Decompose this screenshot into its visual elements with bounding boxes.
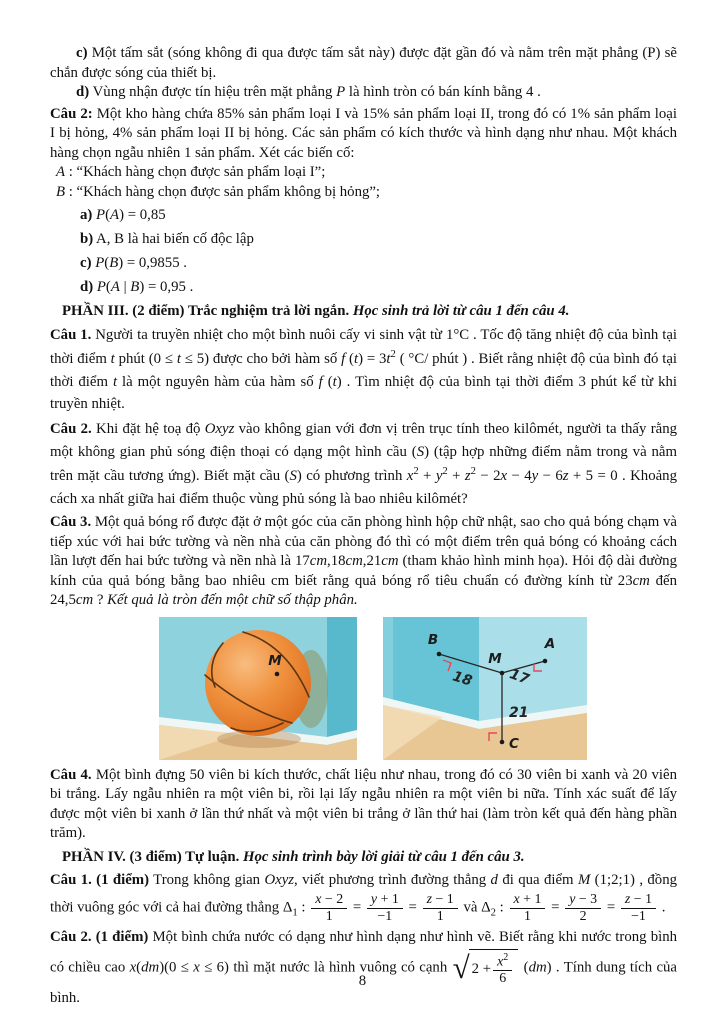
text-run: a): [80, 207, 93, 224]
text-run: Khi đặt hệ toạ độ: [91, 421, 205, 438]
label-m: M: [268, 652, 282, 669]
text-run: 1: [523, 908, 531, 924]
text-run: c): [80, 255, 92, 272]
text-run: − 3: [575, 892, 598, 908]
fraction: [311, 892, 347, 924]
text-run: A: [56, 164, 66, 181]
text-run: 2 +: [471, 961, 492, 978]
text-run: t: [332, 373, 337, 390]
text-run: :: [297, 899, 310, 916]
text-run: đi qua điểm: [497, 872, 578, 889]
option-a: [50, 205, 677, 226]
script-text: 2: [442, 466, 448, 478]
option-c: [50, 253, 677, 274]
text-run: z: [562, 468, 569, 485]
text-run: − 4: [507, 468, 532, 485]
text-run: : “Khách hàng chọn được sản phẩm loại I”;: [65, 164, 326, 181]
text-run: d): [76, 84, 90, 101]
label-m: M: [488, 650, 502, 667]
text-run: − 2: [321, 892, 344, 908]
label-c: C: [509, 735, 519, 752]
text-run: )(0 ≤: [159, 959, 194, 976]
point-b-dot: [437, 651, 442, 656]
text-run: +: [418, 468, 436, 485]
text-run: Học sinh trả lời từ câu 1 đến câu 4.: [352, 303, 570, 320]
text-run: B: [109, 255, 119, 272]
text-run: PHẦN III. (2 điểm) Trắc nghiệm trả lời ngắn.: [62, 303, 353, 320]
text-run: dm: [528, 959, 547, 976]
text-run: ) = 0,85: [119, 207, 166, 224]
item-c: [50, 44, 677, 83]
question-1-part3: [50, 324, 677, 417]
text-run: được cho bởi hàm số: [209, 350, 342, 367]
text-run: S: [416, 444, 425, 461]
text-run: f: [341, 350, 346, 367]
question-2-part4: [50, 926, 677, 1010]
text-run: f: [318, 373, 323, 390]
fraction: [565, 892, 601, 924]
text-run: phút: [114, 350, 149, 367]
text-run: (0 ≤: [148, 350, 177, 367]
text-run: t: [110, 350, 115, 367]
figure-basketball: [159, 617, 357, 760]
part-iv-heading: [50, 848, 677, 868]
text-run: Câu 2:: [50, 105, 93, 122]
text-run: Oxyz: [264, 872, 295, 889]
text-run: cm: [345, 553, 363, 570]
text-run: Người ta truyền nhiệt cho một bình nuôi cấy vi sinh vật từ 1°C . Tốc độ tăng nhiệt độ của bình tại thời điểm: [50, 326, 677, 367]
text-run: (: [104, 255, 110, 272]
text-run: Một quả bóng rổ được đặt ở một góc của căn phòng hình hộp chữ nhật, sao cho quả bóng chạm và tiếp xúc với hai bức tường và nền nhà của căn phòng đó thì có một điểm trên quả bóng có khoảng cách lần lượt đến hai bức tường và nền nhà là 17: [50, 514, 677, 570]
text-run: y: [435, 468, 443, 485]
text-run: d: [490, 872, 498, 889]
text-run: đến 24,5: [50, 572, 677, 609]
text-run: + 1: [377, 892, 399, 908]
label-b: B: [427, 631, 439, 648]
fraction: [510, 892, 546, 924]
text-run: Một bình đựng 50 viên bi kích thước, chất liệu như nhau, trong đó có 30 viên bi xanh và 20 viên bi trắng. Lấy ngẫu nhiên ra một viên bi, rồi lại lấy ngẫu nhiên ra một viên bi nữa. Tính xác suất để lấy được một viên bi xanh ở lần thứ nhất và một viên bi trắng ở lần thứ hai (làm tròn kết quả đến hàng phần trăm).: [50, 766, 677, 842]
text-run: B: [56, 183, 66, 200]
text-run: .: [658, 899, 666, 916]
text-run: ) (tập hợp những điểm nằm trong và nằm trên mặt cầu tương ứng). Biết mặt cầu (: [50, 444, 678, 485]
text-run: Một tấm sắt (sóng không đi qua được tấm sắt này) được đặt gần đó và nằm trên mặt phẳng (P) sẽ chắn được sóng của thiết bị.: [50, 45, 677, 81]
length-mc: 21: [509, 704, 529, 721]
option-b: [50, 229, 677, 250]
text-run: Một bình chứa nước có dạng như hình dạng như hình vẽ. Biết rằng khi nước trong bình có chiều cao: [50, 929, 677, 976]
text-run: M: [577, 872, 591, 889]
text-run: (: [136, 959, 142, 976]
text-run: S: [289, 468, 297, 485]
text-run: ,21: [362, 553, 382, 570]
text-run: + 5 = 0 . Khoảng cách xa nhất giữa hai điểm thuộc vùng phủ sóng là bao nhiêu kilômét?: [50, 468, 677, 508]
text-run: ) . Tìm nhiệt độ của bình tại thời điểm 3 phút kể từ khi truyền nhiệt.: [50, 373, 677, 413]
text-run: d): [80, 279, 94, 296]
text-run: x: [315, 892, 322, 908]
square-root: √ 2 + $\frac{x^2}{6}$: [453, 949, 519, 987]
text-run: Oxyz: [204, 421, 235, 438]
text-run: z: [426, 892, 433, 908]
point-c-dot: [500, 739, 505, 744]
text-run: Câu 4.: [50, 766, 92, 783]
text-run: +: [447, 468, 465, 485]
script-text: 2: [390, 348, 396, 360]
text-run: Trong không gian: [149, 872, 265, 889]
text-run: P: [96, 279, 106, 296]
item-d: [50, 83, 677, 103]
text-run: cm: [381, 553, 399, 570]
text-run: t: [176, 350, 181, 367]
point-m-dot: [275, 671, 280, 676]
script-text: 2: [413, 466, 419, 478]
figure-row: [159, 617, 677, 760]
text-run: cm: [75, 592, 94, 609]
figure-diagram: [383, 617, 587, 760]
text-run: ) = 0,9855 .: [118, 255, 187, 272]
length-mb: 18: [450, 668, 474, 690]
option-d: [50, 277, 677, 298]
text-run: B: [130, 279, 140, 296]
text-run: cm: [632, 572, 650, 589]
text-run: y: [569, 892, 576, 908]
text-run: 1: [325, 908, 333, 924]
text-run: ) có phương trình: [296, 468, 407, 485]
text-run: x: [193, 959, 200, 976]
text-run: x: [129, 959, 137, 976]
text-run: (: [105, 207, 111, 224]
text-run: y: [370, 892, 378, 908]
event-b: [50, 183, 677, 203]
text-run: 2: [579, 908, 587, 924]
text-run: t: [353, 350, 359, 367]
text-run: Câu 1.: [50, 326, 92, 343]
text-run: dm: [141, 959, 160, 976]
fraction: [621, 892, 656, 924]
text-run: 1: [436, 908, 444, 924]
text-run: (: [345, 350, 354, 367]
text-section-top: [50, 44, 677, 611]
text-run: ) = 3: [358, 350, 387, 367]
text-run: A: [110, 207, 120, 224]
text-run: ) = 0,95 .: [139, 279, 194, 296]
page-number: 8: [358, 973, 367, 989]
part-iii-heading: [50, 302, 677, 322]
question-2-part2: [50, 105, 677, 164]
text-run: −1: [631, 908, 646, 924]
text-run: Câu 2. (1 điểm): [50, 929, 149, 946]
text-run: : “Khách hàng chọn được sản phẩm không bị hỏng”;: [65, 183, 381, 200]
text-run: là một nguyên hàm của hàm số: [117, 373, 319, 390]
question-1-part4: [50, 869, 677, 924]
text-run: ≤ 6) thì mặt nước là hình vuông có cạnh: [199, 959, 452, 976]
text-run: ) . Tính dung tích của bình.: [50, 959, 677, 1007]
length-ma: 17: [507, 665, 532, 688]
text-run: ?: [93, 592, 108, 609]
text-run: − 1: [630, 892, 653, 908]
text-run: t: [386, 350, 391, 367]
text-run: PHẦN IV. (3 điểm) Tự luận.: [62, 848, 243, 865]
point-m-dot: [500, 670, 505, 675]
text-run: z: [464, 468, 471, 485]
text-run: − 2: [475, 468, 501, 485]
text-run: Học sinh trình bày lời giải từ câu 1 đến câu 3.: [243, 848, 525, 865]
text-run: là hình tròn có bán kính bằng 4 .: [345, 84, 541, 101]
text-run: =: [404, 899, 421, 916]
label-a: A: [544, 635, 556, 652]
text-run: :: [495, 899, 508, 916]
question-4-part3: [50, 766, 677, 844]
text-run: y: [531, 468, 539, 485]
text-run: b): [80, 231, 94, 248]
text-run: Câu 3.: [50, 514, 92, 530]
text-run: t: [112, 373, 118, 390]
text-run: x: [513, 892, 520, 908]
text-run: ( °C/ phút ) . Biết rằng nhiệt độ của bình đó tại thời điểm: [50, 350, 678, 390]
text-run: Câu 1. (1 điểm): [50, 872, 150, 889]
text-run: ≤ 5): [180, 350, 210, 367]
text-run: P: [336, 84, 346, 101]
text-run: (tham khảo hình minh họa). Hỏi độ dài đường kính của quả bóng bằng bao nhiêu cm biết rằng quả bóng rổ tiêu chuẩn có đường kính từ 23: [50, 553, 677, 589]
text-run: =: [349, 899, 365, 916]
event-a: [50, 163, 677, 183]
text-run: A, B là hai biến cố độc lập: [93, 231, 254, 248]
text-run: =: [603, 899, 619, 916]
text-run: c): [76, 45, 88, 61]
text-run: (: [519, 959, 529, 976]
script-text: 2: [470, 466, 476, 478]
text-run: A: [110, 279, 120, 296]
fraction: [423, 892, 458, 924]
text-run: x: [497, 954, 504, 970]
text-run: + 1: [519, 892, 542, 908]
text-run: − 1: [432, 892, 454, 908]
text-run: − 6: [538, 468, 563, 485]
text-run: , viết phương trình đường thẳng: [294, 872, 491, 889]
point-a-dot: [543, 658, 548, 663]
text-run: Câu 2.: [50, 421, 92, 438]
script-text: 2: [490, 907, 496, 919]
text-run: |: [119, 279, 131, 296]
text-run: cm: [309, 553, 328, 570]
text-run: và Δ: [459, 899, 491, 916]
text-run: P: [95, 255, 105, 272]
text-run: x: [406, 468, 414, 485]
text-run: −1: [377, 908, 393, 924]
text-run: 6: [499, 971, 507, 987]
text-run: (: [105, 279, 111, 296]
text-run: Vùng nhận được tín hiệu trên mặt phẳng: [89, 84, 337, 101]
text-run: Một kho hàng chứa 85% sản phẩm loại I và 15% sản phẩm loại II, trong đó có 1% sản phẩm loại I bị hỏng, 4% sản phẩm loại II bị hỏng. Các sản phẩm có kích thước và hình dạng như nhau. Một khách hàng chọn ngẫu nhiên 1 sản phẩm. Xét các biến cố:: [50, 105, 677, 161]
question-2-part3: [50, 418, 677, 511]
text-run: Kết quả là tròn đến một chữ số thập phân.: [107, 592, 358, 609]
script-text: 1: [292, 907, 298, 919]
text-run: ,18: [327, 553, 346, 570]
question-3-part3: [50, 513, 677, 611]
text-run: P: [96, 207, 106, 224]
script-text: 2: [503, 952, 509, 964]
text-run: (1;2;1) , đồng thời vuông góc với cả hai đường thẳng Δ: [50, 872, 677, 916]
text-run: =: [547, 899, 564, 916]
text-run: vào không gian với đơn vị trên trục tính theo kilômét, người ta thấy rằng một không gian phủ sóng điện thoại có dạng một hình cầu (: [50, 421, 677, 461]
text-run: (: [322, 373, 333, 390]
text-run: z: [624, 892, 631, 908]
fraction: [367, 892, 403, 924]
text-run: x: [500, 468, 508, 485]
